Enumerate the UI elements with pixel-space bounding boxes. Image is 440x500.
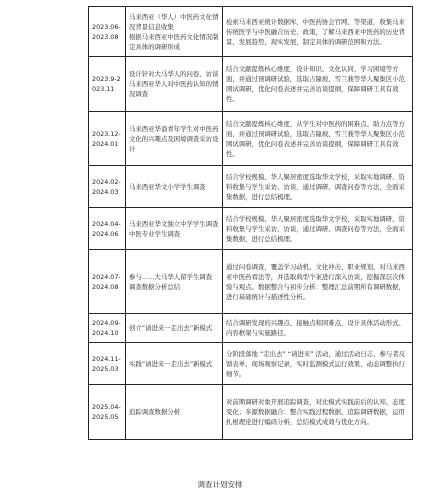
period-cell: 2023.9-2023.11	[89, 57, 126, 112]
task-line: 追踪调查数据分析	[129, 408, 181, 416]
task-cell	[126, 57, 223, 112]
task-cell	[126, 343, 223, 385]
method-cell: 结合文献提炼核心维度，设计知识、文化认同、学习困境等方面，并通过预调研试验，选取吉隆坡、雪兰莪等华人聚集区小范围试调研，优化问卷表述并完善访谈提纲，保障调研工具有效性。	[223, 57, 413, 112]
task-line: 马来西亚华裔青年学生对中医药文化的兴趣点及困境调查采访设计	[129, 124, 219, 153]
table-row	[89, 343, 413, 385]
task-line: 马来西亚（华人）中医药文化情况背景信息收集	[129, 12, 219, 31]
task-cell	[126, 7, 223, 57]
schedule-table	[88, 6, 413, 440]
method-cell: 检索马来西亚统计数据库、中医药协会官网、等渠道，收集马来传统医学与中医融合历史、政策，了解马来西亚中医药的历史背景、发展趋势、现实发展，制定具体的调研范围和方法。	[223, 7, 413, 57]
period-cell: 2023.12-2024.01	[89, 112, 126, 166]
period-cell: 2024.11-2025.03	[89, 343, 126, 385]
period-cell: 2025.04-2025.05	[89, 385, 126, 440]
task-line: 马来西亚华文独立中学学生调查	[129, 219, 219, 228]
table-row	[89, 250, 413, 314]
task-line: 创立“请进来一走出去”新模式	[129, 324, 213, 332]
task-cell	[126, 385, 223, 440]
method-cell: 结合学校规模、华人聚居密度选取华文学校，采取实地调研、资料收集与学生采访、访谈，通过调研、调查问卷等方法，全面采集数据，进行总结梳理。	[223, 166, 413, 208]
period-cell: 2024.02-2024.03	[89, 166, 126, 208]
table-caption: 调查计划安排	[197, 480, 243, 489]
task-line: 参与……大马华人留学生调查	[129, 272, 213, 281]
method-cell: 通过问卷调查，覆盖学习动机、文化冲击、职业规划、对马来西亚中医药看法等，并选取典型个案进行深入访谈，挖掘深层次体验与观点。数据整合与初步分析：整理汇总前期所有调研数据，进行基础统计与描述性分析。	[223, 250, 413, 314]
task-cell	[126, 166, 223, 208]
table-row	[89, 7, 413, 57]
method-cell: 结合调研发现的兴趣点、接触点和困难点，设计具体活动形式、内容框架与实施路径。	[223, 314, 413, 343]
method-cell: 对前期调研对象开展追踪调查，对比模式实践前后的认知、态度变化；多源数据融合：整合实践过程数据、追踪调研数据，运用扎根理论进行编码分析，总结模式成效与优化方向。	[223, 385, 413, 440]
table-row	[89, 112, 413, 166]
task-line: 实践“请进来一走出去”新模式	[129, 359, 213, 368]
table-row	[89, 314, 413, 343]
task-cell	[126, 314, 223, 343]
task-line: 马来西亚华文小学学生调查	[129, 182, 206, 191]
table-row	[89, 57, 413, 112]
task-cell	[126, 112, 223, 166]
task-line: 中医专业学生调查	[129, 229, 181, 238]
task-cell	[126, 208, 223, 250]
task-cell	[126, 250, 223, 314]
method-cell: 结合学校规模、华人聚居密度选取华文学校，采取实地调研、资料收集与学生采访、访谈，通过调研、调查问卷等方法，全面采集数据，进行总结梳理。	[223, 208, 413, 250]
table-row	[89, 385, 413, 440]
period-cell: 2024.04-2024.06	[89, 208, 126, 250]
task-line: 马来西亚华人对中医药认知的情况调查	[129, 80, 219, 98]
period-cell: 2024.09-2024.10	[89, 314, 126, 343]
method-cell: 分阶段落地 “走出去” “请进来” 活动，通过活动日志、参与者反馈表单、现场观察记录，实时监测模式运行效果，动态调整执行细节。	[223, 343, 413, 385]
task-line: 调查数据分析总结	[129, 282, 181, 291]
method-cell: 结合文献提炼核心维度，从学生对中医药的困难点、助力点等方面，并通过预调研试验，选取吉隆坡、雪兰莪等华人聚集区小范围试调研，优化问卷表述并完善访谈提纲，保障调研工具有效性。	[223, 112, 413, 166]
table-row	[89, 166, 413, 208]
task-line: 设计针对大马华人的问卷、访谈	[129, 70, 219, 78]
task-line: 根据马来西亚中医药文化情况制定具体的调研形成	[129, 32, 219, 51]
period-cell: 2024.07-2024.08	[89, 250, 126, 314]
period-cell: 2023.06-2023.08	[89, 7, 126, 57]
table-row	[89, 208, 413, 250]
